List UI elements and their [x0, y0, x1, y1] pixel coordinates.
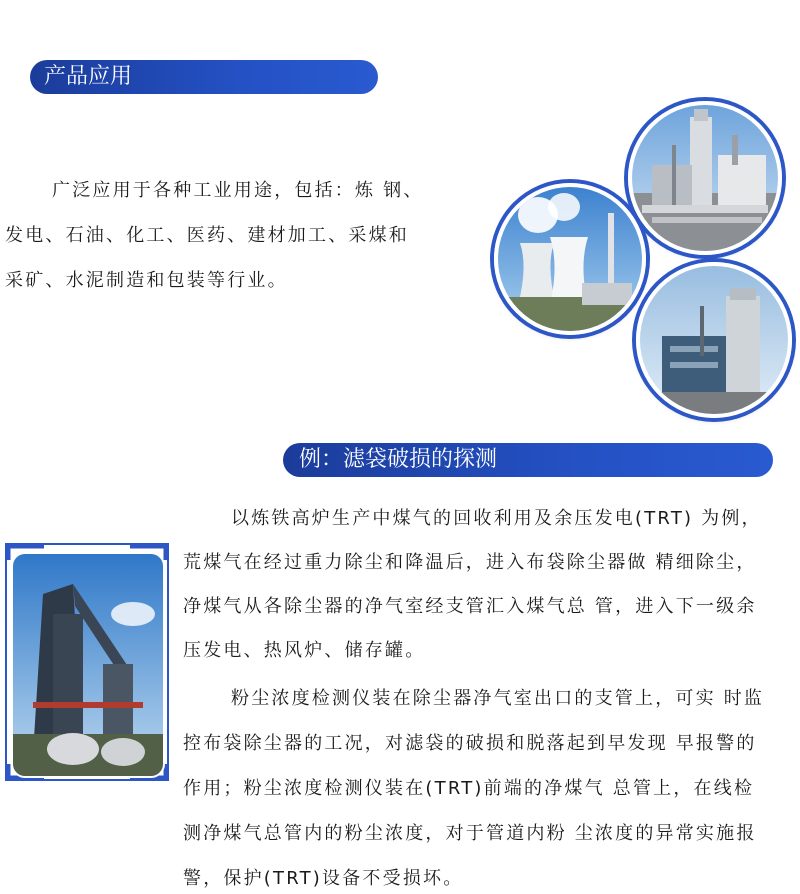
paragraph-line: 压发电、热风炉、储存罐。	[183, 640, 426, 661]
paragraph-line: 广泛应用于各种工业用途，包括：炼 钢、	[52, 180, 424, 201]
paragraph-line: 测净煤气总管内的粉尘浓度，对于管道内粉 尘浓度的异常实施报	[183, 823, 757, 844]
chemical-plant-photo	[628, 101, 782, 255]
section-heading-text: 例：滤袋破损的探测	[299, 447, 498, 472]
paragraph-line: 以炼铁高炉生产中煤气的回收利用及余压发电(TRT) 为例，	[231, 508, 762, 529]
section-heading-text: 产品应用	[44, 64, 133, 89]
paragraph-line: 采矿、水泥制造和包装等行业。	[5, 270, 288, 291]
paragraph-line: 控布袋除尘器的工况，对滤袋的破损和脱落起到早发现 早报警的	[183, 733, 757, 754]
paragraph-line: 净煤气从各除尘器的净气室经支管汇入煤气总 管，进入下一级余	[183, 596, 757, 617]
paragraph-line: 警，保护(TRT)设备不受损坏。	[183, 868, 464, 889]
paragraph-line: 作用；粉尘浓度检测仪装在(TRT)前端的净煤气 总管上，在线检	[183, 778, 755, 799]
paragraph-line: 荒煤气在经过重力除尘和降温后，进入布袋除尘器做 精细除尘，	[183, 552, 757, 573]
dust-collector-plant-photo	[636, 262, 792, 418]
section-heading-applications	[30, 60, 378, 94]
paragraph-line: 发电、石油、化工、医药、建材加工、采煤和	[5, 225, 409, 246]
paragraph-line: 粉尘浓度检测仪装在除尘器净气室出口的支管上，可实 时监	[231, 688, 765, 709]
section-heading-example	[283, 443, 773, 477]
blast-furnace-photo	[11, 552, 165, 778]
power-plant-cooling-towers-photo	[494, 183, 646, 335]
